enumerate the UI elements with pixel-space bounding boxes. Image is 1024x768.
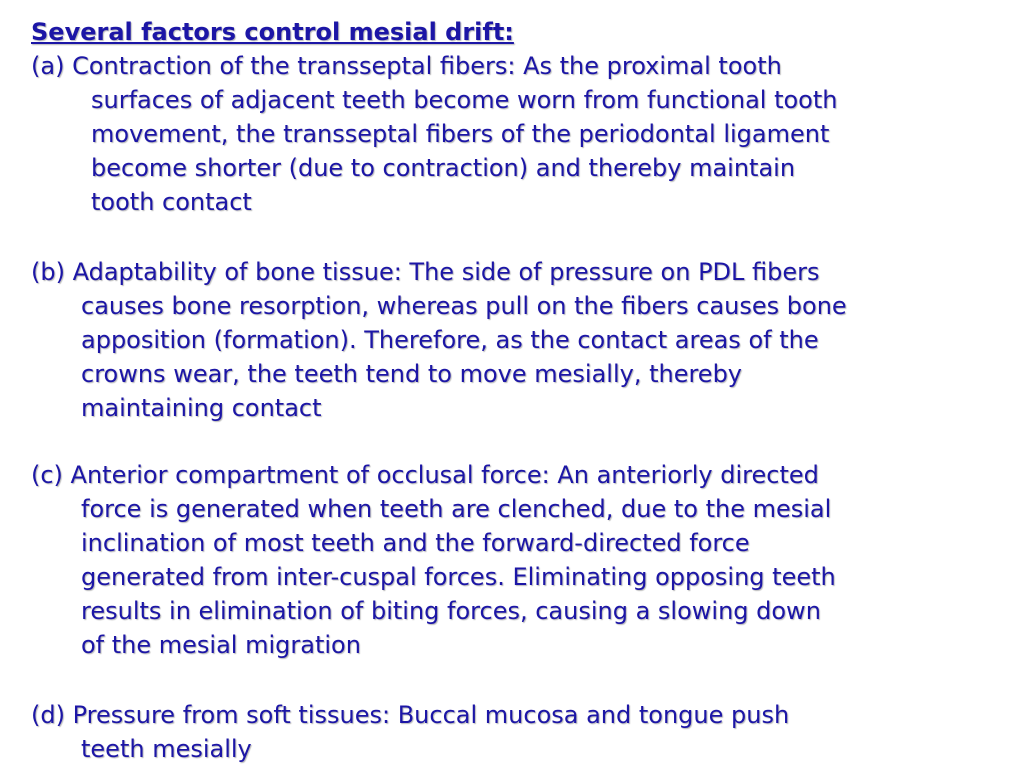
paragraph-c-line: inclination of most teeth and the forward-directed force	[81, 529, 750, 557]
paragraph-c-line: of the mesial migration	[81, 631, 361, 659]
paragraph-b-line: maintaining contact	[81, 394, 322, 422]
paragraph-a	[31, 49, 1011, 219]
paragraph-d	[31, 698, 1011, 766]
paragraph-a-line: (a) Contraction of the transseptal fibers: As the proximal tooth	[31, 52, 782, 80]
paragraph-d-line: teeth mesially	[81, 735, 252, 763]
paragraph-c-line: force is generated when teeth are clenched, due to the mesial	[81, 495, 832, 523]
paragraph-c	[31, 458, 1011, 662]
paragraph-a-line: surfaces of adjacent teeth become worn from functional tooth	[91, 86, 838, 114]
paragraph-b	[31, 255, 1011, 425]
paragraph-c-line: results in elimination of biting forces, causing a slowing down	[81, 597, 821, 625]
paragraph-b-line: apposition (formation). Therefore, as the contact areas of the	[81, 326, 819, 354]
paragraph-a-line: tooth contact	[91, 188, 252, 216]
paragraph-b-line: crowns wear, the teeth tend to move mesially, thereby	[81, 360, 743, 388]
paragraph-b-line: (b) Adaptability of bone tissue: The side of pressure on PDL fibers	[31, 258, 820, 286]
paragraph-a-line: become shorter (due to contraction) and thereby maintain	[91, 154, 796, 182]
paragraph-c-line: generated from inter-cuspal forces. Eliminating opposing teeth	[81, 563, 836, 591]
paragraph-b-line: causes bone resorption, whereas pull on the fibers causes bone	[81, 292, 847, 320]
paragraph-c-line: (c) Anterior compartment of occlusal force: An anteriorly directed	[31, 461, 819, 489]
paragraph-d-line: (d) Pressure from soft tissues: Buccal mucosa and tongue push	[31, 701, 790, 729]
slide-title: Several factors control mesial drift:	[31, 18, 514, 46]
paragraph-a-line: movement, the transseptal fibers of the periodontal ligament	[91, 120, 830, 148]
